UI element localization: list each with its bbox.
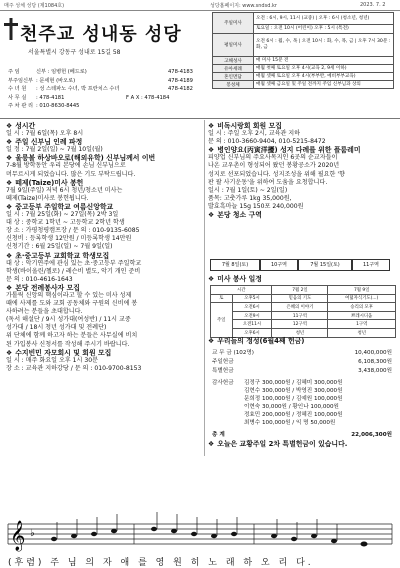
- cleaning-area: 11구역: [352, 259, 390, 271]
- homepage-info: 성당홈페이지: www.sndsd.kr: [210, 3, 277, 9]
- section-title: ❖ 성시간: [6, 122, 36, 130]
- service-table: 시간 7월 2일 7월 9일 토 오후5시 믿음의 기도 여덟자식기도(...) 주일 오전6시 은혜의 이야기 승리의 모후 오전9시 11구역 쁘레시디움 오전11시 12구역 1구역 오후6시 청년 청년: [210, 285, 396, 338]
- section-title: 본당 전례봉사자 모집: [15, 283, 80, 292]
- section-title: 중고등부 주일학교 여름신앙학교: [15, 202, 114, 211]
- page-title: 천주교 성내동 성당: [20, 24, 182, 45]
- section-title: 떼제(Taize)미사 봉헌: [15, 178, 84, 187]
- staff-row: 수 녀 원 : 성 스테파노 수녀, 박 프란치스 수녀 478-4182: [8, 86, 193, 93]
- section-title: 미사 봉사 일정: [217, 275, 262, 283]
- section-title: 병인양요(丙寅洋擾) 성지 다례를 위한 플룸레미: [217, 146, 361, 155]
- cleaning-schedule: [210, 259, 390, 271]
- top-info-strip: [0, 0, 400, 10]
- church-cross-icon: [4, 18, 18, 40]
- section-title: 비독시랑회 회원 모집: [217, 122, 282, 130]
- issue-date: 2023. 7. 2: [360, 2, 386, 8]
- staff-row: 사 무 실 : 478-4181 F A X : 478-4184: [8, 94, 170, 101]
- music-score: [4, 456, 396, 556]
- cleaning-area: 10구역: [260, 259, 298, 271]
- offering-heading-wrap: ❖ 우리들의 정성(6월4째 헌금): [208, 337, 305, 345]
- flat-icon: ♭: [30, 528, 35, 539]
- cleaning-date: 7월 15일(토): [298, 259, 352, 271]
- right-column: ❖ 비독시랑회 회원 모집 일 시 : 주일 오후 2시, 교육관 지하 문 의 : 010-3660-9404, 010-5215-8472 ❖ 병인양요(丙寅洋擾) 성지 다례를 위한 플룸레미 피양업 신부님의 주요사목지인 6곳의 순교자들이 나온 교우촌이 형성되어 왔던 봉황공소가 2020년 성지로 선포되었습니다. 성지조성을 위해 필요한 '향 판 팔 사기운동'을 위하여 도움을 요청합니다. 일시 : 7월 1일(토) ~ 2일(일) 품목: 고춧가루 1kg 35,000원, 발효흑마늘 15g 150포 240,000원 ❖ 본당 청소 구역: [208, 122, 361, 220]
- top-divider: [0, 10, 400, 11]
- staff-list: [8, 68, 208, 111]
- section-divider: [0, 118, 400, 119]
- hymn-lyrics: [8, 555, 398, 568]
- staff-row: 주 임 신부 : 임병헌 (베드로) 478-4183: [8, 69, 193, 75]
- offering-list: 교 무 금 (102명) 10,400,000원 주일헌금 6,108,300원 특별헌금 3,438,000원 감사헌금 김정구 300,000원 / 김혜미 300,000원 김현수 300,000원 / 박영진 300,000원 문희정 100,000원 / 김예원 100,000원 이현숙 30,000원 / 황인나 100,000원 정효민 200,000원 / 정혜진 100,000원 최병수 100,000원 / 익 명 50,000원 총 계 22,006,300원: [212, 350, 392, 438]
- section-title: 본당 청소 구역: [217, 211, 262, 220]
- treble-clef-icon: 𝄞: [10, 521, 26, 551]
- hymn-heading-wrap: ❖ 오늘은 교황주일 2차 특별헌금이 있습니다.: [208, 440, 348, 448]
- staff-row: 부주임신부 : 문세현 (바오로) 478-4189: [8, 77, 193, 84]
- section-title: 주일 신부님 인례 파정: [15, 138, 83, 147]
- staff-row: 주 차 관 리 : 010-8630-8445: [8, 103, 80, 110]
- section-title: 우리들의 정성(6월4째 헌금): [217, 337, 305, 345]
- church-address: 서울특별시 강동구 성내로 15길 58: [28, 49, 121, 56]
- section-title: 수지빈민 자모회시 및 회원 모집: [15, 348, 112, 357]
- left-column: ❖ 성시간 일 시 : 7월 6일(목) 오후 8시 ❖ 주일 신부님 인례 파정 일 정 : 7월 2일(일) ~ 7월 10일(월) ❖ 울릉볼 하상바오로(해외유학) 신부님께서 이번 7-8월 방학동안 우리 본당에 손님 신부님으로 머무르시게 되었습니다. 많은 기도 부탁드립니다. ❖ 떼제(Taize)미사 봉헌 7월 9일(주일) 저녁 6시 청년/청소년 미사는 떼제(Taize)미사로 봉헌됩니다. ❖ 중고등부 주일학교 여름신앙학교 일 시 : 7월 25일(화) ~ 27일(목) 2박 3일 대 상 : 중학교 1학년 ~ 고등학교 2학년 학생 장 소 : 가평청평캠프장 / 문 의 : 010-9135-6085 신청비 : 등록학생 12만원 / 미등록학생 14만원 신청기간 : 6월 25일(일) ~ 7월 9일(일) ❖ 초·중고등부 교회학교 학생모집 대 상 : 악기연주에 관심 있는 초·중고등부 주일학교 학생(바이올린/첼로) / 레슨비 별도, 악기 개인 준비 문 의 : 010-4616-1643 ❖ 본당 전례봉사자 모집 가톨릭 신앙의 핵심이라고 할 수 있는 미사 성제 때에 사제를 도와 교회 공동체와 구원의 신비에 봉 사하려는 분들을 초대합니다. (독서 해설단 / 9시 성가대(여성반) / 11시 교중 성가대 / 18시 청년 성가대 및 전례단) 위 단체에 함께 하고자 하는 분들은 사무실에 비치 된 가입봉사 신청서를 작성해 주시기 바랍니다. ❖ 수지빈민 자모회시 및 회원 모집 일 시 : 매주 화요일 오후 1시 30분 장 소 : 교육관 지하강당 / 문 의 : 010-9700-8153: [6, 122, 202, 373]
- right-column-lower: ❖ 미사 봉사 일정: [208, 275, 262, 283]
- section-title: 초·중고등부 교회학교 학생모집: [15, 251, 110, 260]
- hymn-refrain-label: (후렴): [8, 558, 45, 568]
- column-divider: [204, 120, 205, 456]
- hymn-heading: 오늘은 교황주일 2차 특별헌금이 있습니다.: [217, 440, 348, 448]
- weekly-info: 매주 성체 성당 (제1084호): [4, 3, 65, 9]
- hymn-lyric-text: 주 님 의 자 애 를 영 원 히 노 래 하 오 리 다.: [50, 558, 314, 568]
- cleaning-date: 7월 8일(토): [210, 259, 260, 271]
- section-title: 울릉볼 하상바오로(해외유학) 신부님께서 이번: [15, 154, 156, 163]
- mass-schedule-table: 주일미사 오전 : 6시, 9시, 11시 (교중) | 오후 : 6시 (청소년, 청년) 토요일 : 오전 10시 (어린이) 오후 : 5시 (특전) 평일미사 오전 6시 : 월, 수, 목 | 오전 10시 : 화, 수, 목, 금 | 오후 7시 30분 : 화, 금 고해성사 매 미사 15분 전 유아세례 매월 첫째 토요일 오후 4시(교육 2, 9세 이하) 혼인면담 매월 셋째 토요일 오후 4시(부부반, 예비부부교육) 봉성체 매월 셋째 금요일 및 주일 전까지 주임 신부님과 상의: [212, 12, 394, 89]
